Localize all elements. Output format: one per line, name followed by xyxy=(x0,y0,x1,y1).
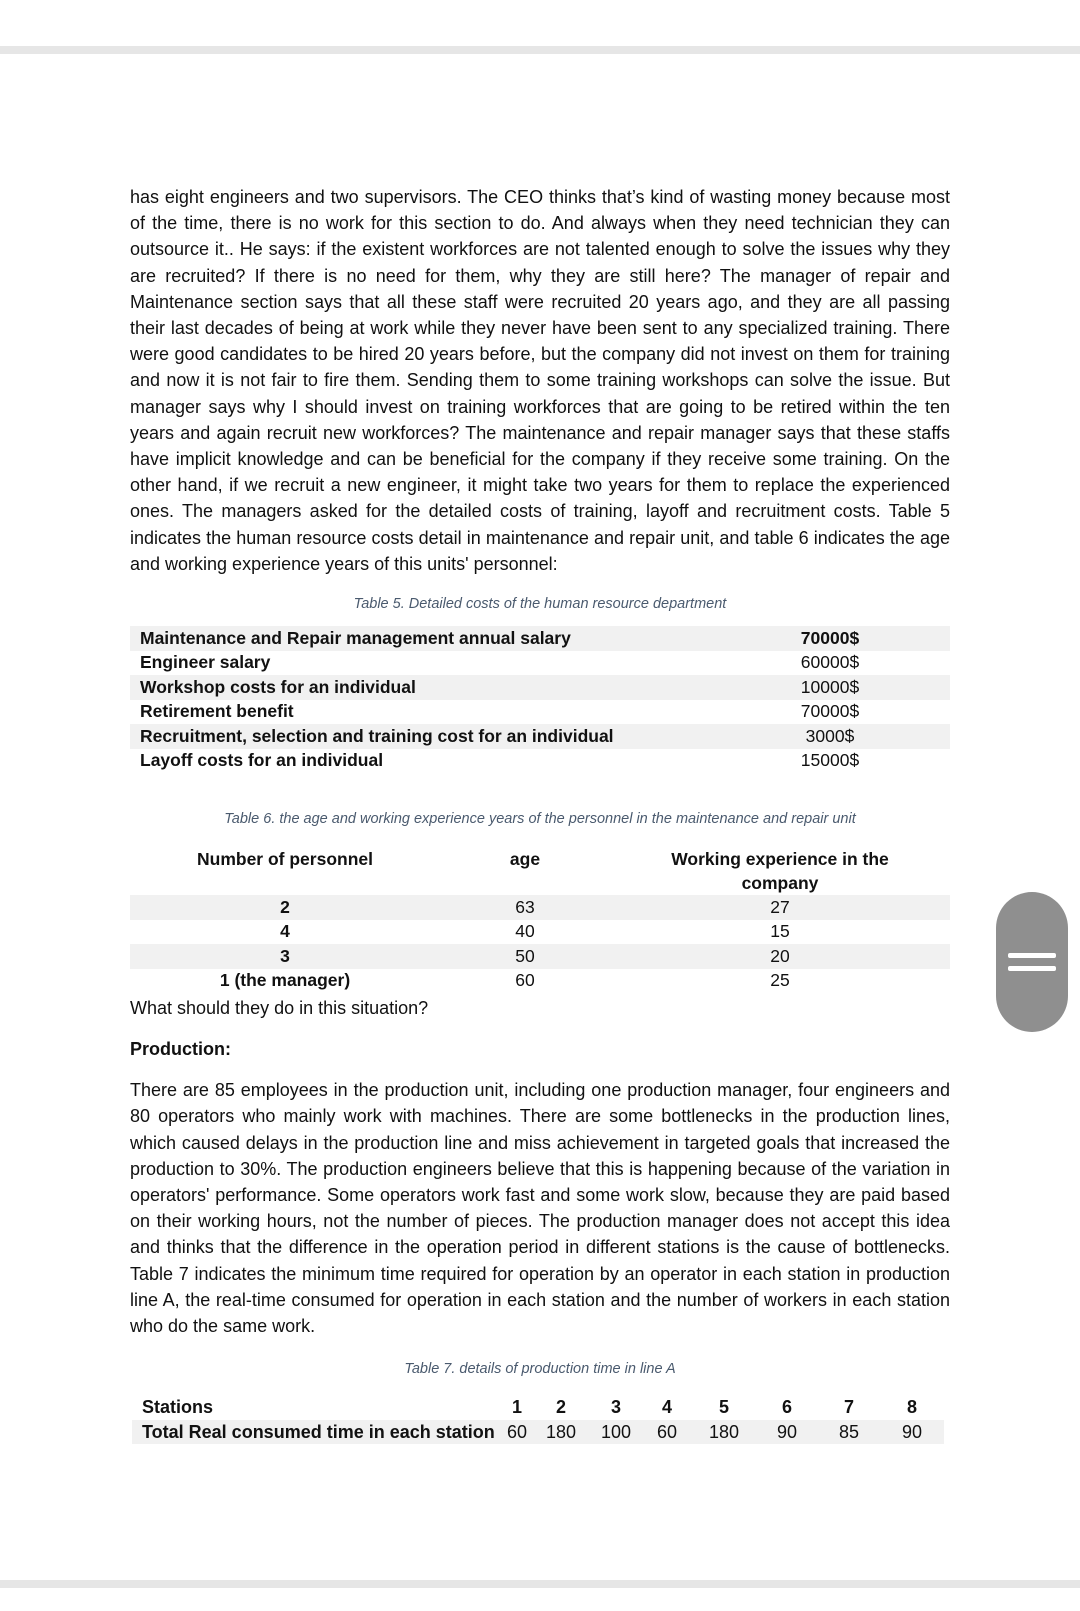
table7-time: 90 xyxy=(880,1420,944,1445)
table6-experience: 27 xyxy=(610,895,950,920)
table6-age: 60 xyxy=(515,970,535,991)
table5-hr-costs xyxy=(130,626,950,773)
table-header-row xyxy=(130,845,950,895)
table7-station: 1 xyxy=(511,1397,522,1418)
table7-station: 4 xyxy=(661,1397,672,1418)
table5-label: Recruitment, selection and training cost for an individual xyxy=(130,724,710,749)
table7-production-time xyxy=(132,1395,944,1444)
table6-header: age xyxy=(509,849,541,870)
table7-stations-label: Stations xyxy=(142,1397,214,1418)
table5-value: 3000$ xyxy=(710,724,950,749)
document-page xyxy=(130,184,950,1444)
production-heading: Production: xyxy=(130,1039,231,1060)
table7-time: 180 xyxy=(532,1420,590,1445)
table6-age: 40 xyxy=(515,921,535,942)
table7-time: 180 xyxy=(692,1420,756,1445)
table6-age: 63 xyxy=(440,895,610,920)
table-row xyxy=(130,700,950,725)
table6-count: 2 xyxy=(130,895,440,920)
table7-time: 60 xyxy=(642,1420,692,1445)
table-row xyxy=(130,675,950,700)
table7-station: 3 xyxy=(610,1397,621,1418)
intro-paragraph: has eight engineers and two supervisors. The CEO thinks that’s kind of wasting money because most of the time, there is no work for this section to do. And always when they need technician they can outsource it.. He says: if the existent workforces are not talented enough to solve the issues why they are recruited? If there is no need for them, why they are still here? The manager of repair and Maintenance section says that all these staff were recruited 20 years ago, and they are all passing their last decades of being at work while they never have been sent to any specialized training. There were good candidates to be hired 20 years before, but the company did not invest on them for training and now it is not fair to fire them. Sending them to some training workshops can solve the issue. But manager says why I should invest on training workforces that are going to be retired within the ten years and again recruit new workforces? The maintenance and repair manager says that these staffs have implicit knowledge and can be beneficial for the company if they receive some training. On the other hand, if we recruit a new engineer, it might take two years for them to replace the experienced ones. The managers asked for the detailed costs of training, layoff and recruitment costs. Table 5 indicates the human resource costs detail in maintenance and repair unit, and table 6 indicates the age and working experience years of this units' personnel: xyxy=(130,187,950,574)
table7-station: 6 xyxy=(781,1397,792,1418)
table7-station: 5 xyxy=(718,1397,729,1418)
table-row xyxy=(130,895,950,920)
table6-experience: 15 xyxy=(770,921,790,942)
table7-time: 60 xyxy=(502,1420,532,1445)
table5-caption: Table 5. Detailed costs of the human resource department xyxy=(353,596,727,613)
table-row xyxy=(130,651,950,676)
table6-experience: 20 xyxy=(610,944,950,969)
table5-value: 60000$ xyxy=(800,652,860,673)
table-row xyxy=(130,920,950,945)
table6-age: 50 xyxy=(440,944,610,969)
table6-header-wrap xyxy=(610,845,950,895)
table5-label: Retirement benefit xyxy=(140,701,294,722)
scroll-handle[interactable] xyxy=(996,892,1068,1032)
viewer-bottom-bar xyxy=(0,1580,1080,1588)
table7-time-label: Total Real consumed time in each station xyxy=(132,1420,502,1445)
table6-header: Working experience in the company xyxy=(671,849,889,894)
table6-experience: 25 xyxy=(770,970,790,991)
table6-count: 4 xyxy=(280,921,290,942)
table7-time: 100 xyxy=(590,1420,642,1445)
table5-label: Workshop costs for an individual xyxy=(130,675,710,700)
table5-value: 10000$ xyxy=(710,675,950,700)
table-row xyxy=(132,1420,944,1445)
table5-label: Layoff costs for an individual xyxy=(140,750,384,771)
table7-station: 7 xyxy=(843,1397,854,1418)
production-paragraph: There are 85 employees in the production unit, including one production manager, four engineers and 80 operators who mainly work with machines. There are some bottlenecks in the production lines, which caused delays in the production line and miss achievement in targeted goals that increased the production to 30%. The production engineers believe that this is happening because of the variation in operators' performance. Some operators work fast and some work slow, because they are paid based on their working hours, not the number of pieces. The production manager does not accept this idea and thinks that the difference in the operation period in different stations is the cause of bottlenecks. Table 7 indicates the minimum time required for operation by an operator in each station in production line A, the real-time consumed for operation in each station and the number of workers in each station who do the same work. xyxy=(130,1080,950,1337)
table7-time: 85 xyxy=(818,1420,880,1445)
table6-personnel xyxy=(130,845,950,993)
table-row xyxy=(130,944,950,969)
table7-station: 2 xyxy=(555,1397,566,1418)
grip-icon xyxy=(1008,953,1056,958)
table6-caption: Table 6. the age and working experience years of the personnel in the maintenance and repair unit xyxy=(224,811,856,828)
table6-count: 1 (the manager) xyxy=(219,970,351,991)
table7-caption: Table 7. details of production time in line A xyxy=(404,1361,676,1378)
table6-count: 3 xyxy=(130,944,440,969)
table5-value: 70000$ xyxy=(710,626,950,651)
table-row xyxy=(130,724,950,749)
viewer-top-bar xyxy=(0,46,1080,54)
table5-value: 70000$ xyxy=(800,701,860,722)
grip-icon xyxy=(1008,966,1056,971)
table7-station: 8 xyxy=(906,1397,917,1418)
table7-time: 90 xyxy=(756,1420,818,1445)
table-row xyxy=(130,749,950,774)
table6-header: Number of personnel xyxy=(197,849,373,870)
table5-label: Maintenance and Repair management annual salary xyxy=(130,626,710,651)
table-header-row xyxy=(132,1395,944,1420)
table-row xyxy=(130,626,950,651)
table5-label: Engineer salary xyxy=(140,652,271,673)
table-row xyxy=(130,969,950,994)
question-text: What should they do in this situation? xyxy=(130,998,429,1019)
table5-value: 15000$ xyxy=(800,750,860,771)
